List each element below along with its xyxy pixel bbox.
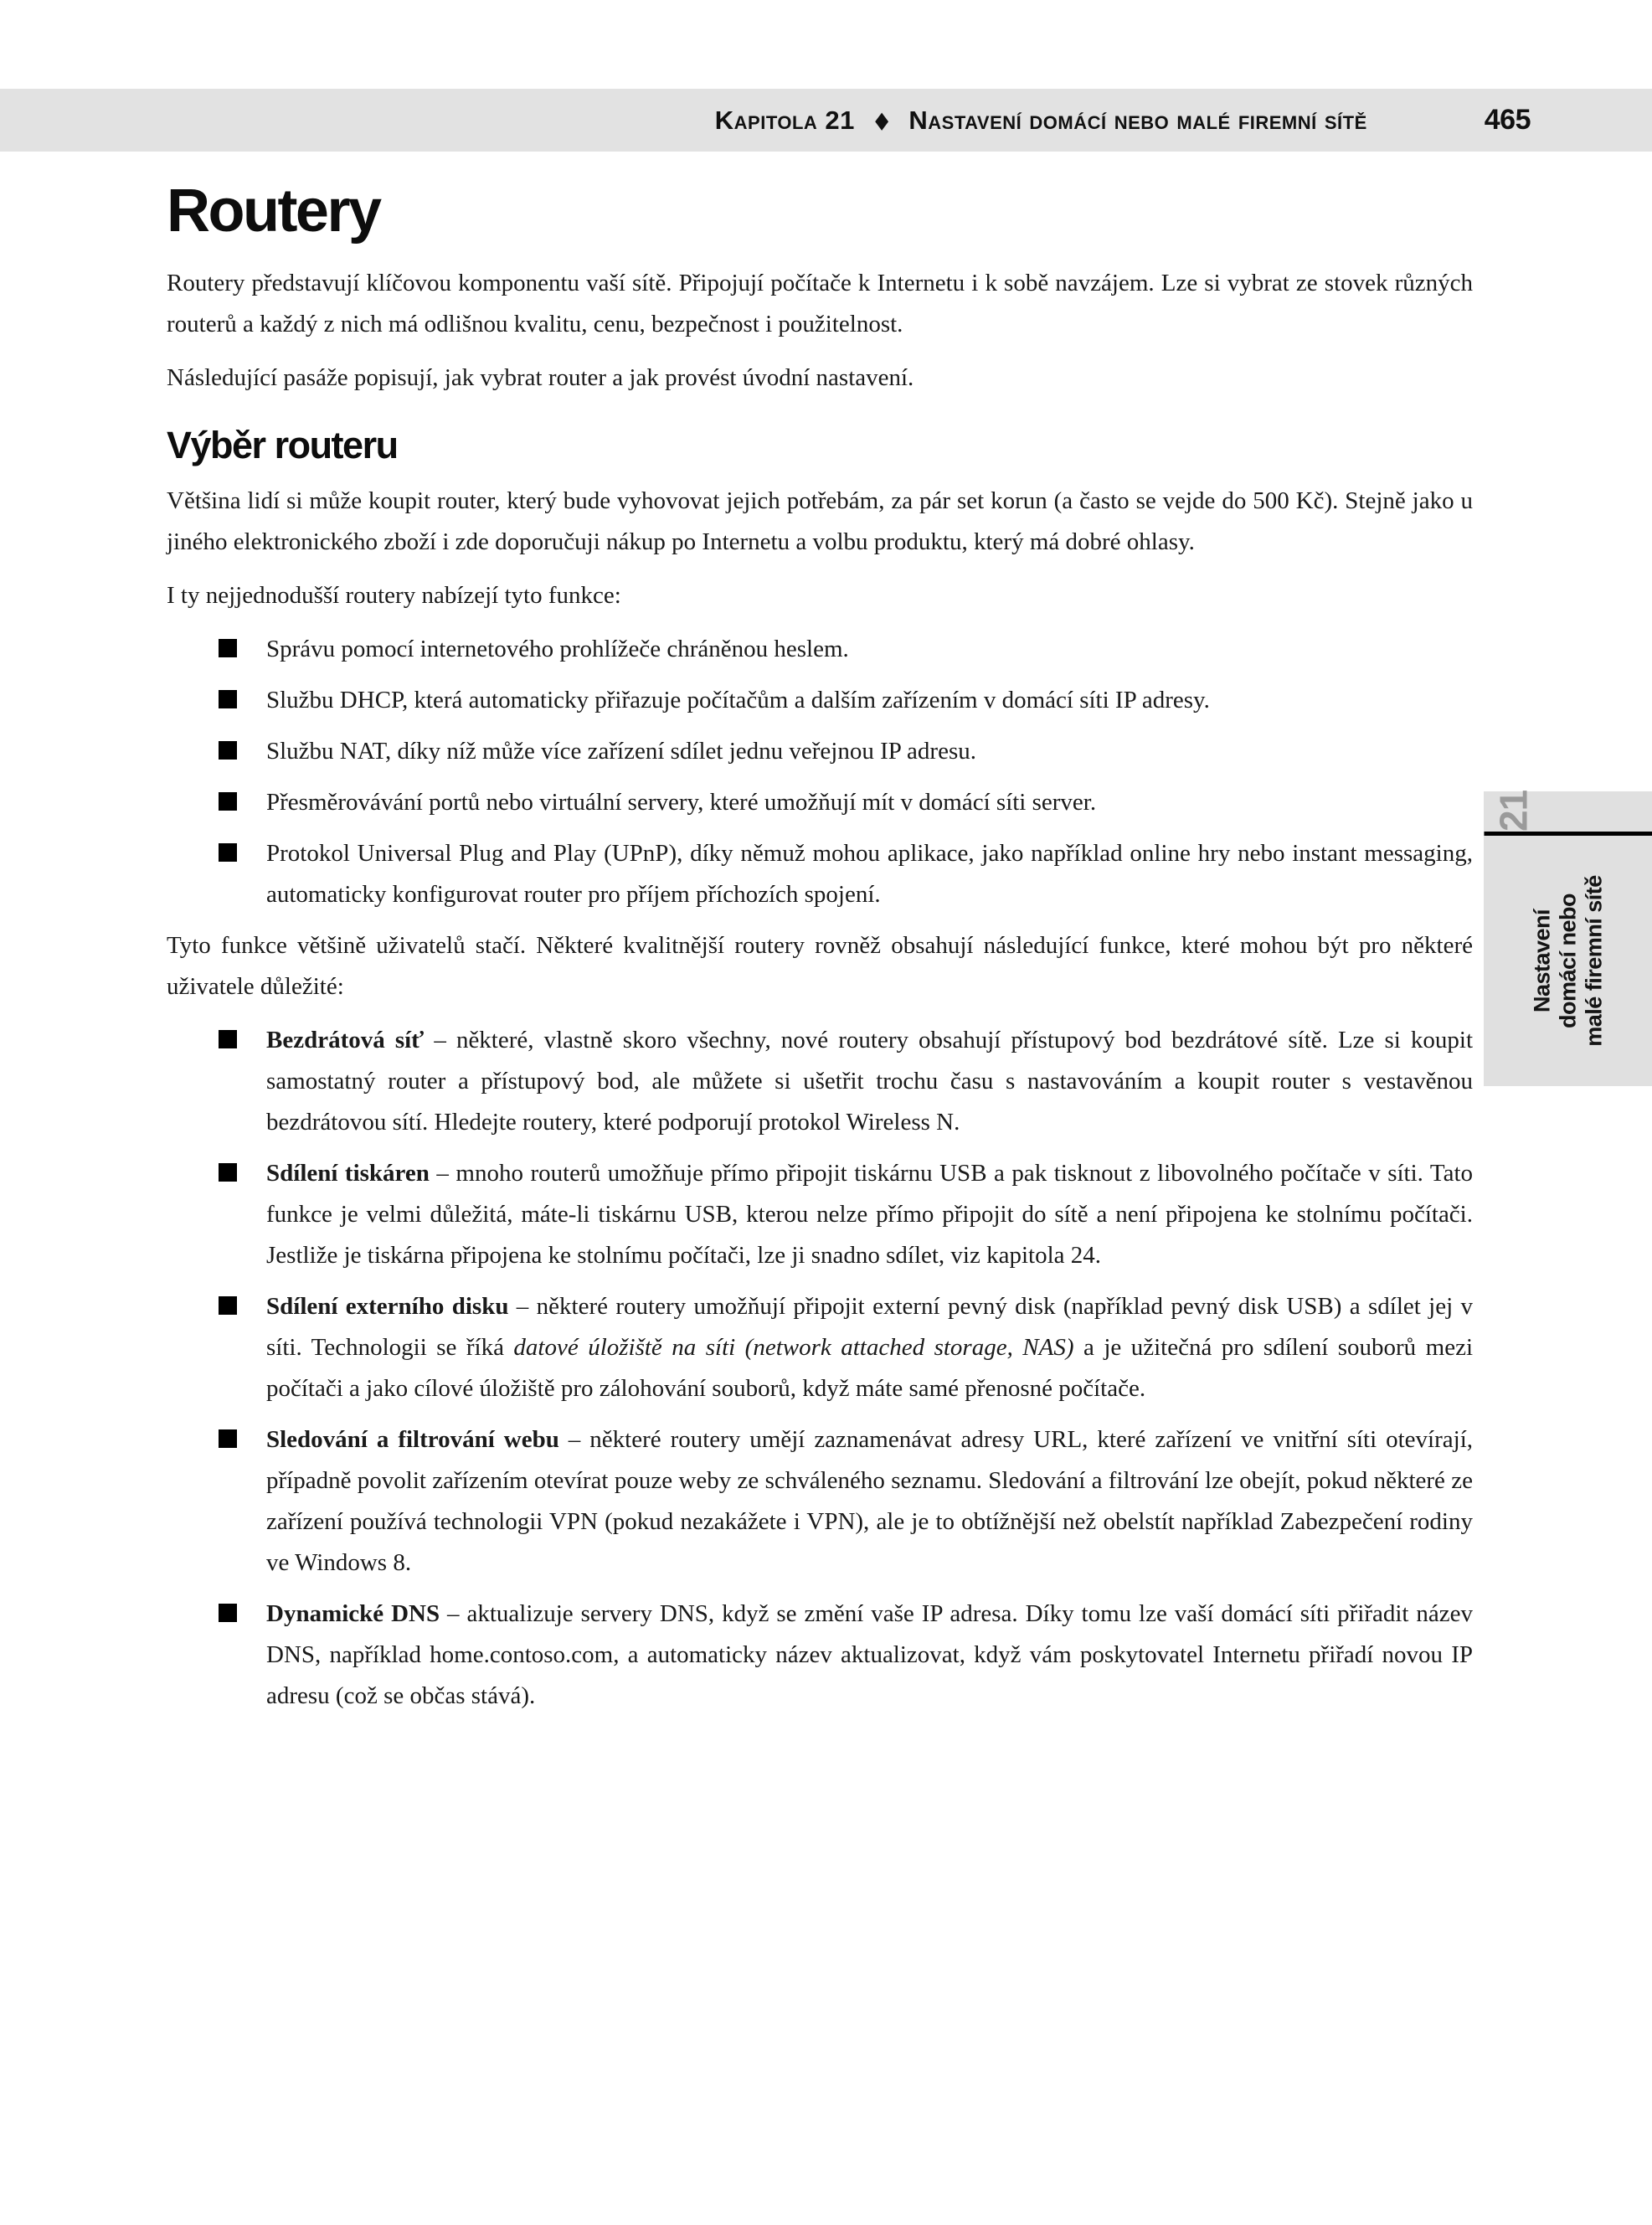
intro-paragraph: Routery představují klíčovou komponentu vaší sítě. Připojují počítače k Internetu i k sobě navzájem. Lze si vybrat ze stovek různých routerů a každý z nich má odlišnou kvalitu, cenu, bezpečnost i použitelnost. <box>167 270 1473 338</box>
side-tab-chapter-number: 21 <box>1491 790 1535 832</box>
page-title: Routery <box>167 178 380 245</box>
list-item <box>167 629 1473 670</box>
feature-name: Sledování a filtrování webu <box>266 1426 559 1454</box>
feature-description: některé, vlastně skoro všechny, nové routery obsahují přístupový bod bezdrátové sítě. Lze si koupit samostatný router a přístupový bod, ale můžete si ušetřit trochu času s nastavováním a koupit router s vestavěnou bezdrátovou sítí. Hledejte routery, které podporují protokol Wireless N. <box>266 1027 1474 1136</box>
header-chapter-label: Kapitola 21 <box>714 105 855 135</box>
side-tab-title-line: domácí nebo <box>1555 893 1580 1029</box>
diamond-icon: ◆ <box>875 107 888 132</box>
feature-name: Sdílení externího disku <box>266 1293 509 1321</box>
list-item <box>167 1153 1473 1276</box>
feature-description: aktualizuje servery DNS, když se změní vaše IP adresa. Díky tomu lze vaší domácí síti přiřadit název DNS, například home.contoso.com, a automaticky název aktualizovat, když vám poskytovatel Internetu přiřadí novou IP adresu (což se občas stává). <box>266 1600 1474 1710</box>
header-running-title <box>715 106 1367 136</box>
list-item <box>167 1020 1473 1143</box>
advanced-features-list <box>167 1020 1473 1717</box>
dash-separator: – <box>440 1600 467 1628</box>
feature-description: a je užitečná pro sdílení souborů mezi počítači a jako cílové úložiště pro zálohování souborů, když máte samé přenosné počítače. <box>266 1334 1474 1403</box>
header-chapter-title: Nastavení domácí nebo malé firemní sítě <box>908 105 1367 135</box>
chapter-side-tab <box>1484 791 1652 1086</box>
mid-paragraph: Tyto funkce většině uživatelů stačí. Některé kvalitnější routery rovněž obsahují následující funkce, které mohou být pro některé uživatele důležité: <box>167 932 1473 1001</box>
feature-term-italic: datové úložiště na síti (network attached storage, NAS) <box>513 1334 1074 1362</box>
side-tab-title-line: Nastavení <box>1529 909 1554 1013</box>
bullet-square-icon <box>219 639 237 657</box>
feature-name: Dynamické DNS <box>266 1600 440 1628</box>
bullet-square-icon <box>219 1163 237 1182</box>
bullet-square-icon <box>219 690 237 708</box>
bullet-square-icon <box>219 741 237 760</box>
list-item <box>167 1594 1473 1717</box>
basic-features-list <box>167 629 1473 915</box>
dash-separator: – <box>424 1027 456 1054</box>
list-item-text: Službu DHCP, která automaticky přiřazuje počítačům a dalším zařízením v domácí síti IP adresy. <box>266 687 1210 714</box>
bullet-square-icon <box>219 1030 237 1048</box>
side-tab-chapter-title <box>1484 836 1652 1086</box>
feature-description: některé routery umožňují připojit externí pevný disk (například pevný disk USB) a sdílet jej v síti. Technologii se říká <box>266 1293 1474 1362</box>
list-item-text: Správu pomocí internetového prohlížeče chráněnou heslem. <box>266 636 849 663</box>
list-item-text: Přesměrovávání portů nebo virtuální servery, které umožňují mít v domácí síti server. <box>266 789 1097 816</box>
section-heading: Výběr routeru <box>167 424 398 467</box>
list-item <box>167 1419 1473 1584</box>
feature-description: mnoho routerů umožňuje přímo připojit tiskárnu USB a pak tisknout z libovolného počítače v síti. Tato funkce je velmi důležitá, máte-li tiskárnu USB, kterou nelze přímo připojit do sítě a není připojena ke stolnímu počítači. Jestliže je tiskárna připojena ke stolnímu počítači, lze ji snadno sdílet, viz kapitola 24. <box>266 1160 1474 1270</box>
list-item <box>167 782 1473 823</box>
feature-name: Sdílení tiskáren <box>266 1160 430 1187</box>
chapter-side-tab-content <box>1484 791 1652 1086</box>
list-item-text: Protokol Universal Plug and Play (UPnP), díky němuž mohou aplikace, jako například online hry nebo instant messaging, automaticky konfigurovat router pro příjem příchozích spojení. <box>266 840 1473 909</box>
list-item <box>167 731 1473 772</box>
page-header <box>0 89 1652 152</box>
section-paragraph: I ty nejjednodušší routery nabízejí tyto funkce: <box>167 582 621 610</box>
feature-name: Bezdrátová síť <box>266 1027 425 1054</box>
list-item <box>167 680 1473 721</box>
text-column <box>167 179 1473 1727</box>
dash-separator: – <box>508 1293 537 1321</box>
bullet-square-icon <box>219 1296 237 1315</box>
divider <box>1484 832 1652 836</box>
dash-separator: – <box>429 1160 456 1187</box>
list-item-text: Službu NAT, díky níž může více zařízení sdílet jednu veřejnou IP adresu. <box>266 738 976 765</box>
intro-paragraph: Následující pasáže popisují, jak vybrat router a jak provést úvodní nastavení. <box>167 364 914 392</box>
bullet-square-icon <box>219 1604 237 1622</box>
list-item <box>167 1286 1473 1409</box>
feature-description: některé routery umějí zaznamenávat adresy URL, které zařízení ve vnitřní síti otevírají, případně povolit zařízením otevírat pouze weby ze schváleného seznamu. Sledování a filtrování lze obejít, pokud některé ze zařízení používá technologii VPN (pokud nezakážete i VPN), ale je to obtížnější než obelstít například Zabezpečení rodiny ve Windows 8. <box>266 1426 1473 1577</box>
dash-separator: – <box>558 1426 590 1454</box>
side-tab-title-line: malé firemní sítě <box>1581 875 1606 1047</box>
section-paragraph: Většina lidí si může koupit router, který bude vyhovovat jejich potřebám, za pár set korun (a často se vejde do 500 Kč). Stejně jako u jiného elektronického zboží i zde doporučuji nákup po Internetu a volbu produktu, který má dobré ohlasy. <box>167 487 1473 556</box>
page-number: 465 <box>1484 104 1531 136</box>
bullet-square-icon <box>219 843 237 862</box>
bullet-square-icon <box>219 1429 237 1448</box>
list-item <box>167 833 1473 915</box>
bullet-square-icon <box>219 792 237 811</box>
